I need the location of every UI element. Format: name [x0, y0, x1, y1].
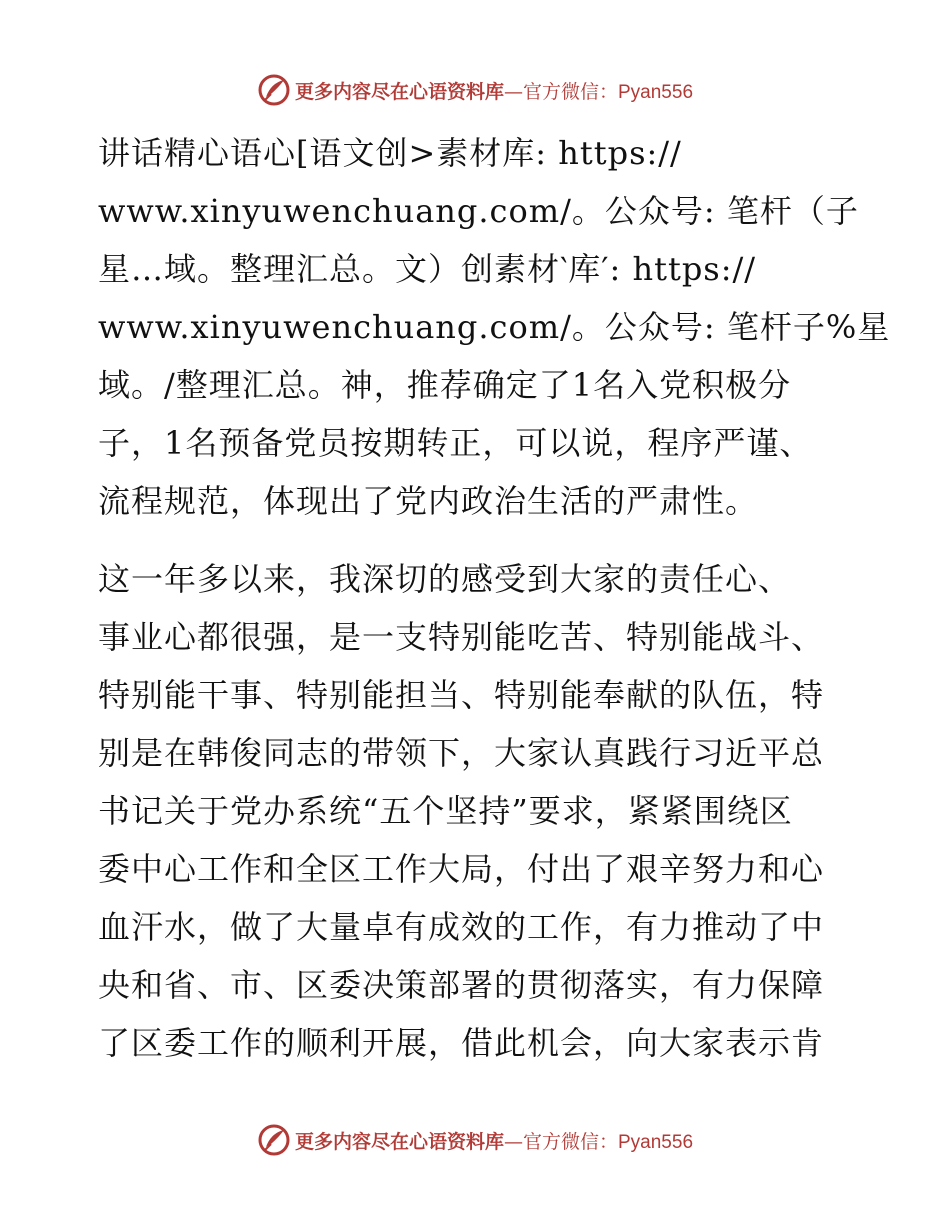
watermark-dash: —	[503, 1130, 523, 1153]
watermark-account: Pyan556	[618, 81, 694, 103]
watermark-main-text: 更多内容尽在心语资料库	[294, 1130, 504, 1153]
text-line: 子，1名预备党员按期转正，可以说，程序严谨、	[98, 424, 813, 462]
text-line: 域。/整理汇总。神，推荐确定了1名入党积极分	[98, 366, 792, 404]
text-line: www.xinyuwenchuang.com/。公众号: 笔杆子%星	[98, 308, 891, 346]
text-line: 流程规范，体现出了党内政治生活的严肃性。	[98, 482, 759, 520]
text-line: 血汗水，做了大量卓有成效的工作，有力推动了中	[98, 908, 825, 946]
paragraph-gap	[98, 530, 858, 550]
footer-watermark	[0, 1120, 950, 1160]
document-body	[98, 124, 891, 1072]
text-line: 特别能干事、特别能担当、特别能奉献的队伍，特	[98, 676, 825, 714]
watermark-dash: —	[503, 80, 523, 103]
text-line: www.xinyuwenchuang.com/。公众号: 笔杆（子	[98, 192, 859, 230]
watermark-label: 官方微信：	[522, 1130, 618, 1153]
header-watermark	[0, 70, 950, 110]
text-line: 讲话精心语心[语文创>素材库: https://	[98, 134, 682, 172]
watermark-account: Pyan556	[618, 1131, 694, 1153]
text-line: 星…域。整理汇总。文）创素材‵库′: https://	[98, 250, 757, 288]
watermark-label: 官方微信：	[522, 80, 618, 103]
text-line: 别是在韩俊同志的带领下，大家认真践行习近平总	[98, 734, 825, 772]
text-line: 委中心工作和全区工作大局，付出了艰辛努力和心	[98, 850, 825, 888]
text-line: 了区委工作的顺利开展，借此机会，向大家表示肯	[98, 1024, 825, 1062]
paragraph-1	[98, 124, 891, 530]
watermark-main-text: 更多内容尽在心语资料库	[294, 80, 504, 103]
text-line: 这一年多以来，我深切的感受到大家的责任心、	[98, 560, 792, 598]
quill-logo-icon	[257, 1123, 291, 1157]
paragraph-2	[98, 550, 858, 1072]
quill-logo-icon	[257, 73, 291, 107]
text-line: 书记关于党办系统“五个坚持”要求，紧紧围绕区	[98, 792, 793, 830]
text-line: 事业心都很强，是一支特别能吃苦、特别能战斗、	[98, 618, 825, 656]
text-line: 央和省、市、区委决策部署的贯彻落实，有力保障	[98, 966, 825, 1004]
